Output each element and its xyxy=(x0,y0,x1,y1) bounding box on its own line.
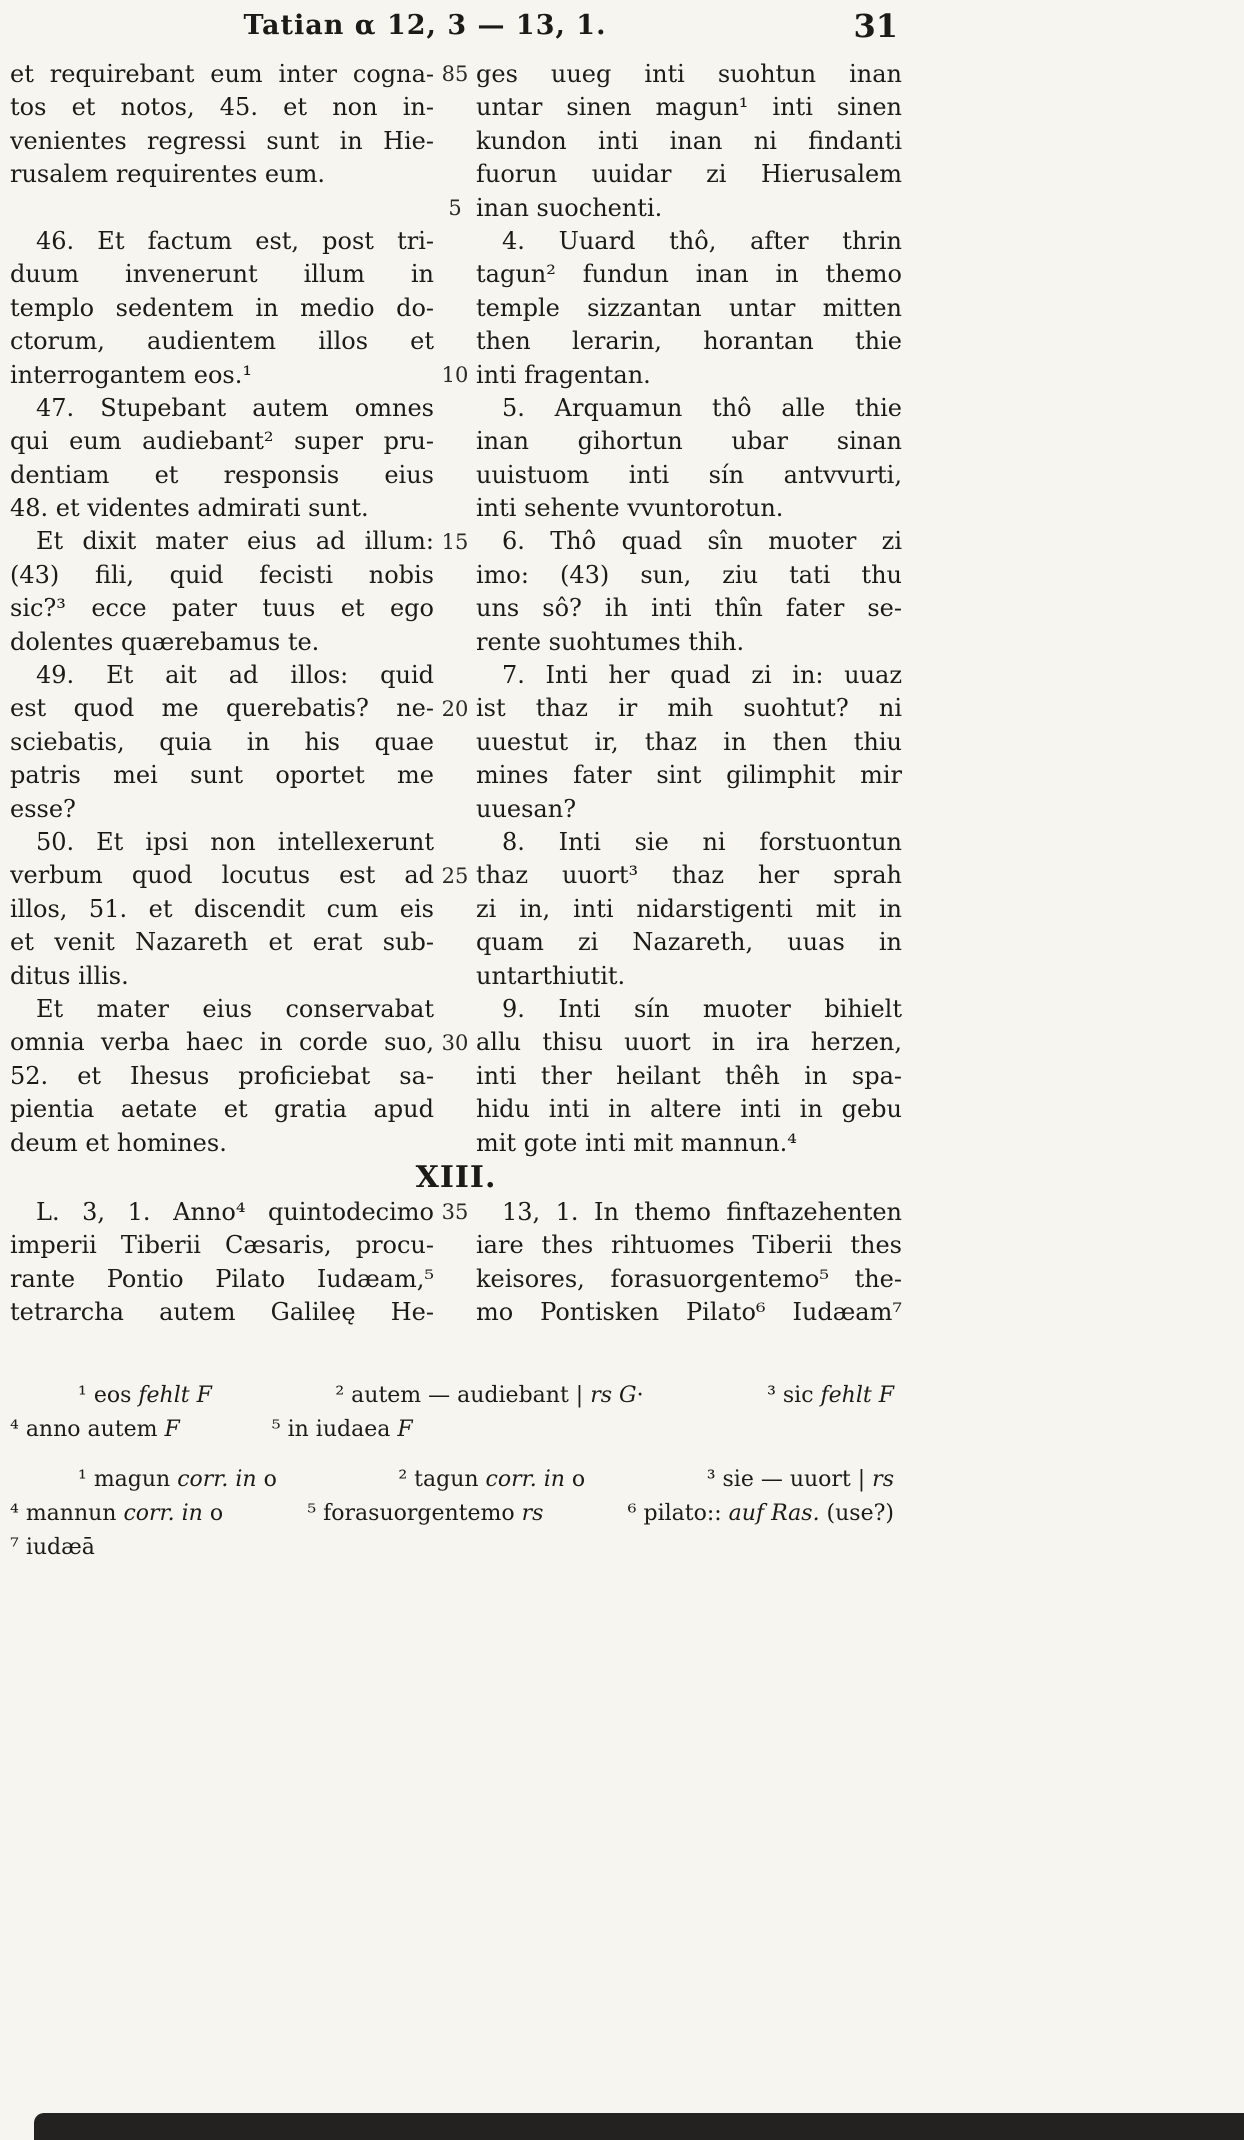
page-number: 31 xyxy=(853,7,898,45)
footnote-text: ³ sic xyxy=(767,1383,821,1409)
footnote-row xyxy=(10,1497,894,1531)
text-line: ctorum, audientem illos et xyxy=(10,327,434,356)
footnote-italic-text: fehlt F xyxy=(820,1383,894,1409)
footnote-entry xyxy=(767,1379,894,1413)
footnote-italic-text: rs xyxy=(872,1467,894,1493)
text-line: L. 3, 1. Anno⁴ quintodecimo xyxy=(36,1197,434,1226)
german-column xyxy=(476,58,902,1160)
text-line: mit gote inti mit mannun.⁴ xyxy=(476,1128,797,1157)
footnote-italic-text: rs xyxy=(521,1501,544,1527)
text-line: Et mater eius conservabat xyxy=(36,994,434,1023)
text-line: (43) fili, quid fecisti nobis xyxy=(10,560,434,589)
text-line: temple sizzantan untar mitten xyxy=(476,293,902,322)
footnote-italic-text: auf Ras. xyxy=(728,1501,820,1527)
footnote-row xyxy=(10,1379,894,1413)
text-line: 4. Uuard thô, after thrin xyxy=(502,226,902,255)
text-line: 9. Inti sín muoter bihielt xyxy=(502,994,902,1023)
text-line: duum invenerunt illum in xyxy=(10,260,434,289)
footnote-text: ³ sie — uuort | xyxy=(706,1467,873,1493)
text-line: omnia verba haec in corde suo, xyxy=(10,1028,434,1057)
text-line: uuistuom inti sín antvvurti, xyxy=(476,460,902,489)
text-line: inti fragentan. xyxy=(476,360,651,389)
apparatus-german xyxy=(10,1463,894,1565)
line-number: 15 xyxy=(441,530,469,554)
footnote-entry xyxy=(307,1497,543,1531)
text-line: fuorun uuidar zi Hierusalem xyxy=(476,160,902,189)
running-title: Tatian α 12, 3 — 13, 1. xyxy=(243,10,607,41)
footnote-entry xyxy=(335,1379,643,1413)
text-line: uuestut ir, thaz in then thiu xyxy=(476,727,902,756)
text-line: thaz uuort³ thaz her sprah xyxy=(476,861,902,890)
latin-column xyxy=(10,58,434,1160)
text-line: dentiam et responsis eius xyxy=(10,460,434,489)
text-line: ges uueg inti suohtun inan xyxy=(476,60,902,88)
text-line: imperii Tiberii Cæsaris, procu- xyxy=(10,1231,434,1260)
text-line: then lerarin, horantan thie xyxy=(476,327,902,356)
footnote-entry xyxy=(78,1463,277,1497)
text-line: 7. Inti her quad zi in: uuaz xyxy=(502,661,902,690)
text-line: inan suochenti. xyxy=(476,193,663,222)
footnote-text: ¹ magun xyxy=(78,1467,178,1493)
line-number: 10 xyxy=(441,363,469,387)
text-line: Et dixit mater eius ad illum: xyxy=(36,527,434,556)
footnote-entry xyxy=(398,1463,585,1497)
footnote-text: · xyxy=(636,1383,644,1409)
footnote-italic-text: corr. in xyxy=(177,1467,257,1493)
text-line: untar sinen magun¹ inti sinen xyxy=(476,93,902,122)
text-line: templo sedentem in medio do- xyxy=(10,293,434,322)
text-line: patris mei sunt oportet me xyxy=(10,761,434,790)
footnote-row xyxy=(10,1413,894,1447)
line-number: 25 xyxy=(441,864,469,888)
text-line: et venit Nazareth et erat sub- xyxy=(10,928,434,957)
text-line: 52. et Ihesus proficiebat sa- xyxy=(10,1061,434,1090)
footnote-text: o xyxy=(564,1467,586,1493)
text-line: 6. Thô quad sîn muoter zi xyxy=(502,527,902,556)
line-number: 20 xyxy=(441,697,469,721)
footnote-italic-text: F xyxy=(164,1417,180,1443)
text-line: 49. Et ait ad illos: quid xyxy=(36,661,434,690)
text-line: 47. Stupebant autem omnes xyxy=(36,393,434,422)
text-line: hidu inti in altere inti in gebu xyxy=(476,1095,902,1124)
footnote-text: ⁴ mannun xyxy=(10,1501,124,1527)
text-line: pientia aetate et gratia apud xyxy=(10,1095,434,1124)
text-line: tetrarcha autem Galileę He- xyxy=(10,1298,434,1327)
text-line: mo Pontisken Pilato⁶ Iudæam⁷ xyxy=(476,1298,902,1327)
text-line: ist thaz ir mih suohtut? ni xyxy=(476,694,902,723)
german-column-chapter-13 xyxy=(476,1196,902,1330)
text-line: mines fater sint gilimphit mir xyxy=(476,761,902,790)
footnote-row xyxy=(10,1531,894,1565)
footnote-italic-text: corr. in xyxy=(123,1501,203,1527)
footnote-text: ⁷ iudæā xyxy=(10,1535,95,1561)
text-line: rante Pontio Pilato Iudæam,⁵ xyxy=(10,1264,434,1293)
text-line: illos, 51. et discendit cum eis xyxy=(10,894,434,923)
text-line: qui eum audiebant² super pru- xyxy=(10,427,434,456)
line-number: 35 xyxy=(441,1200,469,1224)
blank-line xyxy=(10,192,434,225)
text-line: sciebatis, quia in his quae xyxy=(10,727,434,756)
text-line: rusalem requirentes eum. xyxy=(10,160,325,189)
text-line: 8. Inti sie ni forstuontun xyxy=(502,827,902,856)
text-line: inan gihortun ubar sinan xyxy=(476,427,902,456)
footnote-italic-text: corr. in xyxy=(485,1467,565,1493)
page-content xyxy=(10,0,902,1565)
footnote-text: o xyxy=(256,1467,277,1493)
line-number: 30 xyxy=(441,1031,469,1055)
page-header xyxy=(10,4,902,50)
footnote-text: ⁴ anno autem xyxy=(10,1417,165,1443)
text-line: deum et homines. xyxy=(10,1128,227,1157)
footnote-entry xyxy=(628,1497,894,1531)
text-line: kundon inti inan ni findanti xyxy=(476,126,902,155)
footnote-text: o xyxy=(202,1501,224,1527)
line-number: 85 xyxy=(441,62,469,86)
footnote-entry xyxy=(10,1413,180,1447)
text-line: tagun² fundun inan in themo xyxy=(476,260,902,289)
apparatus-latin xyxy=(10,1379,894,1447)
text-line: venientes regressi sunt in Hie- xyxy=(10,126,434,155)
text-line: uuesan? xyxy=(476,794,577,823)
footnote-text: ¹ eos xyxy=(78,1383,139,1409)
text-line: zi in, inti nidarstigenti mit in xyxy=(476,894,902,923)
footnote-text: ⁵ forasuorgentemo xyxy=(307,1501,522,1527)
parallel-text-block xyxy=(10,58,902,1329)
footnote-italic-text: rs G xyxy=(590,1383,637,1409)
text-line: ditus illis. xyxy=(10,961,129,990)
text-line: allu thisu uuort in ira herzen, xyxy=(476,1028,902,1057)
footnote-text: ² autem — audiebant | xyxy=(335,1383,591,1409)
text-line: interrogantem eos.¹ xyxy=(10,360,252,389)
footnote-text: (use?) xyxy=(819,1501,894,1527)
footnote-entry xyxy=(272,1413,413,1447)
text-line: sic?³ ecce pater tuus et ego xyxy=(10,594,434,623)
text-line: et requirebant eum inter cogna- xyxy=(10,60,434,88)
text-line: tos et notos, 45. et non in- xyxy=(10,93,434,122)
text-line: untarthiutit. xyxy=(476,961,626,990)
text-line: 50. Et ipsi non intellexerunt xyxy=(36,827,434,856)
text-line: 13, 1. In themo finftazehenten xyxy=(502,1197,902,1226)
text-line: verbum quod locutus est ad xyxy=(10,861,434,890)
text-line: dolentes quærebamus te. xyxy=(10,627,320,656)
text-line: iare thes rihtuomes Tiberii thes xyxy=(476,1231,902,1260)
text-line: rente suohtumes thih. xyxy=(476,627,745,656)
footnote-italic-text: fehlt F xyxy=(138,1383,212,1409)
text-line: 46. Et factum est, post tri- xyxy=(36,226,434,255)
text-line: est quod me querebatis? ne- xyxy=(10,694,434,723)
text-line: quam zi Nazareth, uuas in xyxy=(476,928,902,957)
text-line: keisores, forasuorgentemo⁵ the- xyxy=(476,1264,902,1293)
footnote-entry xyxy=(707,1463,894,1497)
footnote-text: ² tagun xyxy=(398,1467,486,1493)
footnote-entry xyxy=(78,1379,212,1413)
line-number: 5 xyxy=(448,196,462,220)
footnote-text: ⁵ in iudaea xyxy=(271,1417,398,1443)
text-line: uns sô? ih inti thîn fater se- xyxy=(476,594,902,623)
text-line: imo: (43) sun, ziu tati thu xyxy=(476,560,902,589)
text-line: inti sehente vvuntorotun. xyxy=(476,494,784,523)
text-line: 48. et videntes admirati sunt. xyxy=(10,494,369,523)
text-line: inti ther heilant thêh in spa- xyxy=(476,1061,902,1090)
footnote-text: ⁶ pilato:: xyxy=(627,1501,729,1527)
scan-edge-artifact xyxy=(34,2113,1244,2140)
chapter-heading: XIII. xyxy=(415,1159,497,1195)
footnote-entry xyxy=(10,1497,223,1531)
latin-column-chapter-13 xyxy=(10,1196,434,1330)
footnote-row xyxy=(10,1463,894,1497)
text-line: esse? xyxy=(10,794,76,823)
text-line: 5. Arquamun thô alle thie xyxy=(502,393,902,422)
footnote-italic-text: F xyxy=(397,1417,413,1443)
footnote-entry xyxy=(10,1531,95,1565)
